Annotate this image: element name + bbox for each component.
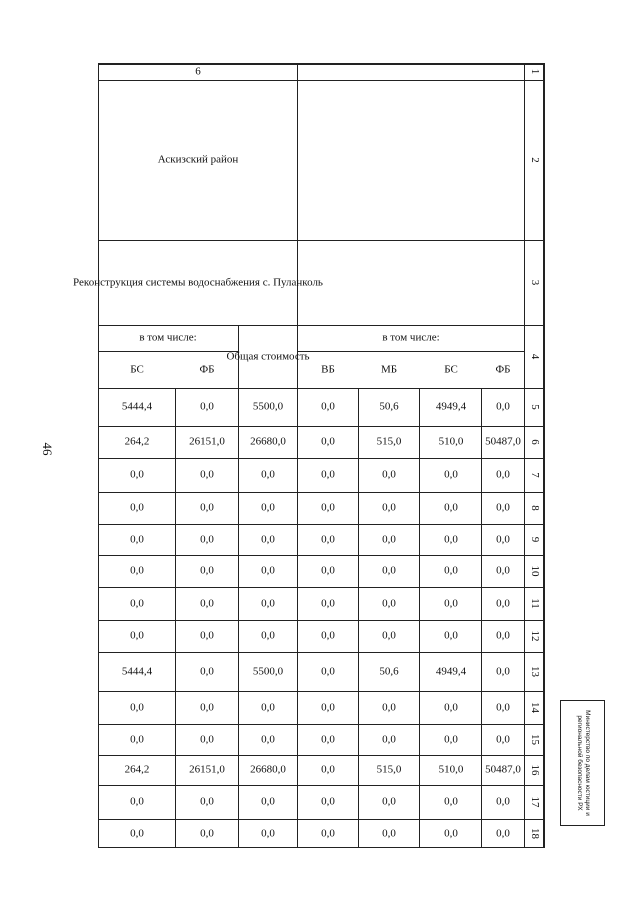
data-cell-text: 0,0: [321, 564, 336, 577]
data-cell: [298, 652, 359, 691]
data-cell-text: 0,0: [382, 795, 397, 808]
source-fb-1: [482, 351, 525, 388]
data-cell: [420, 724, 482, 755]
col5-value-text: 0,0: [496, 400, 511, 413]
data-cell: [176, 492, 239, 524]
col5-value: [176, 388, 239, 426]
source-fb-1-text: ФБ: [495, 363, 512, 376]
col5-value: [239, 388, 298, 426]
data-cell-text: 0,0: [496, 701, 511, 714]
column-number-2: [525, 80, 545, 240]
column-number-15-text: 15: [529, 734, 542, 745]
data-cell: [298, 555, 359, 587]
column-number-13: [525, 652, 545, 691]
data-cell-text: 0,0: [200, 564, 215, 577]
total-cost-label-text: Общая стоимость: [226, 350, 311, 363]
data-cell-text: 0,0: [496, 468, 511, 481]
data-cell: [420, 524, 482, 555]
data-cell: [420, 755, 482, 785]
data-cell: [98, 458, 176, 492]
stamp-text: Министерство по делам юстиции и региональной безопасности РХ: [575, 710, 591, 816]
data-cell-text: 0,0: [382, 733, 397, 746]
data-cell: [482, 785, 525, 819]
data-cell: [176, 587, 239, 620]
data-cell-text: 0,0: [261, 468, 276, 481]
data-cell-text: 0,0: [130, 597, 144, 610]
data-cell: [482, 587, 525, 620]
row-number-text: 6: [195, 65, 201, 78]
data-cell-text: 0,0: [321, 763, 336, 776]
data-cell: [176, 524, 239, 555]
column-number-2-text: 2: [529, 157, 542, 163]
data-cell: [176, 691, 239, 724]
column-number-10-text: 10: [529, 565, 542, 577]
data-cell-text: 0,0: [321, 468, 336, 481]
data-cell-text: 0,0: [200, 597, 215, 610]
column-number-12: [525, 620, 545, 652]
data-cell: [359, 755, 420, 785]
data-cell: [98, 524, 176, 555]
data-cell-text: 0,0: [496, 501, 511, 514]
data-cell-text: 0,0: [130, 701, 144, 714]
column-number-6-text: 6: [529, 439, 542, 445]
data-cell: [298, 492, 359, 524]
table-frame: [73, 63, 545, 848]
data-cell: [239, 524, 298, 555]
data-cell-text: 510,0: [438, 435, 464, 448]
data-cell-text: 50,6: [379, 665, 400, 678]
column-number-7: [525, 458, 545, 492]
data-cell: [482, 492, 525, 524]
data-cell: [239, 819, 298, 848]
data-cell: [359, 555, 420, 587]
col5-value: [359, 388, 420, 426]
col5-value-text: 50,6: [379, 400, 400, 413]
column-number-3: [525, 240, 545, 325]
column-number-16-text: 16: [529, 764, 542, 776]
page-number: 46: [40, 442, 55, 456]
col5-value: [420, 388, 482, 426]
column-number-1: [525, 63, 545, 80]
data-cell: [359, 492, 420, 524]
data-cell-text: 0,0: [444, 795, 458, 808]
data-cell-text: 0,0: [130, 564, 144, 577]
col5-value-text: 0,0: [200, 400, 215, 413]
data-cell: [482, 755, 525, 785]
data-cell-text: 0,0: [444, 564, 458, 577]
data-cell-text: 0,0: [321, 501, 336, 514]
data-cell-text: 0,0: [200, 501, 215, 514]
data-cell: [98, 652, 176, 691]
col5-value: [482, 388, 525, 426]
data-cell: [420, 587, 482, 620]
data-cell: [98, 587, 176, 620]
column-number-17-text: 17: [529, 796, 542, 808]
source-vb-text: ВБ: [321, 363, 336, 376]
data-cell-text: 0,0: [321, 733, 336, 746]
data-cell-text: 0,0: [130, 795, 144, 808]
data-cell: [239, 620, 298, 652]
column-number-3-text: 3: [529, 279, 542, 286]
data-cell: [176, 458, 239, 492]
including-label-2-text: в том числе:: [139, 331, 198, 344]
data-cell-text: 0,0: [496, 795, 511, 808]
data-cell-text: 0,0: [382, 468, 397, 481]
total-cost-label: [226, 325, 311, 388]
source-fb-2-text: ФБ: [199, 363, 216, 376]
data-cell-text: 0,0: [321, 795, 336, 808]
data-cell: [482, 426, 525, 458]
data-cell-text: 0,0: [382, 564, 397, 577]
data-cell-text: 0,0: [444, 533, 458, 546]
data-cell-text: 0,0: [321, 533, 336, 546]
column-number-11-text: 11: [529, 598, 542, 609]
data-cell-text: 0,0: [261, 701, 276, 714]
column-number-18: [525, 819, 545, 848]
data-cell: [482, 819, 525, 848]
data-cell: [359, 819, 420, 848]
source-bs-2-text: БС: [130, 363, 144, 376]
data-cell-text: 510,0: [438, 763, 464, 776]
column-number-15: [525, 724, 545, 755]
data-cell: [298, 426, 359, 458]
data-cell: [239, 691, 298, 724]
data-cell-text: 0,0: [496, 827, 511, 840]
data-cell-text: 0,0: [382, 597, 397, 610]
data-cell-text: 0,0: [261, 597, 276, 610]
data-cell: [176, 652, 239, 691]
registration-stamp: [560, 700, 605, 826]
data-cell: [359, 426, 420, 458]
data-cell: [239, 555, 298, 587]
data-cell: [298, 755, 359, 785]
district-name: [98, 80, 298, 240]
project-name: [73, 240, 323, 325]
data-cell: [98, 819, 176, 848]
column-number-4-text: 4: [529, 353, 542, 360]
data-cell: [482, 652, 525, 691]
data-cell: [176, 620, 239, 652]
data-cell-text: 0,0: [321, 665, 336, 678]
data-cell-text: 5500,0: [253, 665, 284, 678]
data-cell: [298, 819, 359, 848]
data-cell-text: 0,0: [496, 629, 511, 642]
data-cell-text: 0,0: [382, 701, 397, 714]
data-cell: [98, 724, 176, 755]
column-number-7-text: 7: [529, 472, 542, 478]
column-number-14-text: 14: [529, 702, 542, 713]
data-cell: [98, 492, 176, 524]
data-cell-text: 0,0: [444, 629, 458, 642]
data-cell-text: 264,2: [124, 763, 150, 776]
data-cell-text: 0,0: [130, 533, 144, 546]
data-cell-text: 0,0: [261, 733, 276, 746]
column-number-9-text: 9: [529, 536, 542, 543]
data-cell: [420, 620, 482, 652]
data-cell-text: 0,0: [382, 501, 397, 514]
data-cell: [298, 691, 359, 724]
data-cell-text: 0,0: [261, 629, 276, 642]
data-cell-text: 0,0: [444, 501, 458, 514]
data-cell-text: 0,0: [200, 468, 215, 481]
data-cell: [359, 620, 420, 652]
data-cell: [420, 785, 482, 819]
data-cell-text: 0,0: [444, 701, 458, 714]
data-cell: [482, 620, 525, 652]
data-cell: [420, 819, 482, 848]
data-cell-text: 0,0: [496, 597, 511, 610]
data-cell: [98, 426, 176, 458]
data-cell: [239, 785, 298, 819]
data-cell-text: 26151,0: [189, 435, 226, 448]
data-cell: [359, 652, 420, 691]
data-cell: [176, 819, 239, 848]
data-cell-text: 26680,0: [250, 763, 287, 776]
data-cell-text: 0,0: [261, 564, 276, 577]
column-number-17: [525, 785, 545, 819]
data-cell: [239, 426, 298, 458]
data-cell: [239, 755, 298, 785]
data-cell: [98, 755, 176, 785]
data-cell: [239, 458, 298, 492]
source-bs-1: [420, 351, 482, 388]
data-cell: [298, 587, 359, 620]
including-label-2: [98, 325, 239, 351]
data-cell-text: 0,0: [200, 795, 215, 808]
data-cell-text: 0,0: [261, 501, 276, 514]
data-cell: [98, 785, 176, 819]
data-cell-text: 515,0: [377, 435, 402, 448]
data-cell-text: 515,0: [377, 763, 402, 776]
data-cell: [298, 724, 359, 755]
data-cell-text: 26151,0: [189, 763, 226, 776]
data-cell-text: 0,0: [382, 533, 397, 546]
data-cell-text: 0,0: [382, 629, 397, 642]
data-cell-text: 0,0: [321, 435, 336, 448]
col5-value-text: 0,0: [321, 400, 336, 413]
data-cell: [482, 555, 525, 587]
data-cell: [359, 691, 420, 724]
data-cell-text: 0,0: [321, 827, 336, 840]
data-cell: [420, 555, 482, 587]
data-cell: [298, 620, 359, 652]
data-cell-text: 0,0: [130, 501, 144, 514]
data-cell: [482, 458, 525, 492]
data-cell: [298, 785, 359, 819]
data-cell: [239, 652, 298, 691]
column-number-8-text: 8: [529, 505, 542, 511]
data-cell: [239, 724, 298, 755]
data-cell-text: 0,0: [496, 665, 511, 678]
data-cell: [420, 652, 482, 691]
data-cell-text: 0,0: [321, 597, 336, 610]
data-cell: [176, 785, 239, 819]
source-mb-text: МБ: [381, 363, 398, 376]
data-cell-text: 0,0: [382, 827, 397, 840]
data-cell-text: 0,0: [261, 827, 276, 840]
including-label-1: [298, 325, 525, 351]
data-cell-text: 0,0: [130, 827, 144, 840]
col5-value: [298, 388, 359, 426]
data-cell-text: 0,0: [496, 533, 511, 546]
data-cell: [298, 458, 359, 492]
column-number-5-text: 5: [529, 404, 542, 410]
col5-value-text: 4949,4: [435, 400, 467, 413]
data-cell: [420, 458, 482, 492]
data-cell: [98, 691, 176, 724]
col5-value: [98, 388, 176, 426]
source-fb-2: [176, 351, 239, 388]
data-cell-text: 26680,0: [250, 435, 287, 448]
data-cell-text: 50487,0: [485, 435, 522, 448]
data-cell: [239, 492, 298, 524]
data-cell-text: 0,0: [200, 629, 215, 642]
data-cell-text: 4949,4: [435, 665, 467, 678]
data-cell-text: 0,0: [444, 733, 458, 746]
data-cell: [176, 755, 239, 785]
data-cell: [98, 620, 176, 652]
data-cell-text: 0,0: [496, 733, 511, 746]
data-cell: [482, 691, 525, 724]
column-number-11: [525, 587, 545, 620]
column-number-18-text: 18: [529, 828, 542, 839]
data-cell-text: 0,0: [261, 533, 276, 546]
data-cell-text: 0,0: [200, 533, 215, 546]
data-cell: [359, 458, 420, 492]
data-cell-text: 5444,4: [121, 665, 153, 678]
source-bs-2: [98, 351, 176, 388]
data-cell: [298, 524, 359, 555]
data-cell-text: 0,0: [321, 629, 336, 642]
data-cell-text: 0,0: [321, 701, 336, 714]
column-number-12-text: 12: [529, 630, 542, 642]
data-cell-text: 0,0: [130, 733, 144, 746]
data-cell: [359, 724, 420, 755]
data-cell: [176, 724, 239, 755]
column-number-6: [525, 426, 545, 458]
col5-value-text: 5500,0: [253, 400, 284, 413]
data-cell-text: 50487,0: [485, 763, 522, 776]
data-cell-text: 0,0: [200, 701, 215, 714]
column-number-1-text: 1: [529, 68, 542, 75]
column-number-9: [525, 524, 545, 555]
data-cell-text: 0,0: [496, 564, 511, 577]
source-bs-1-text: БС: [444, 363, 458, 376]
data-cell-text: 0,0: [130, 468, 144, 481]
data-cell-text: 0,0: [200, 827, 215, 840]
data-cell: [176, 426, 239, 458]
data-cell: [420, 492, 482, 524]
data-cell-text: 0,0: [444, 468, 458, 481]
data-cell-text: 0,0: [444, 597, 458, 610]
column-number-13-text: 13: [529, 666, 542, 677]
budget-table: [73, 63, 545, 848]
data-cell: [239, 587, 298, 620]
data-cell-text: 264,2: [124, 435, 150, 448]
data-cell: [359, 785, 420, 819]
data-cell: [482, 524, 525, 555]
data-cell: [482, 724, 525, 755]
column-number-14: [525, 691, 545, 724]
column-number-10: [525, 555, 545, 587]
column-number-4: [525, 325, 545, 388]
including-label-1-text: в том числе:: [382, 331, 441, 344]
data-cell: [176, 555, 239, 587]
data-cell: [359, 587, 420, 620]
col5-value-text: 5444,4: [121, 400, 153, 413]
data-cell: [420, 426, 482, 458]
data-cell-text: 0,0: [261, 795, 276, 808]
column-number-5: [525, 388, 545, 426]
column-number-16: [525, 755, 545, 785]
row-number: [98, 63, 298, 80]
data-cell-text: 0,0: [200, 733, 215, 746]
data-cell: [98, 555, 176, 587]
data-cell-text: 0,0: [200, 665, 215, 678]
data-cell: [420, 691, 482, 724]
project-name-text: Реконструкция системы водоснабжения с. Пуланколь: [73, 276, 323, 289]
source-mb: [359, 351, 420, 388]
column-number-8: [525, 492, 545, 524]
data-cell-text: 0,0: [444, 827, 458, 840]
data-cell: [359, 524, 420, 555]
data-cell-text: 0,0: [130, 629, 144, 642]
district-name-text: Аскизский район: [157, 153, 239, 166]
